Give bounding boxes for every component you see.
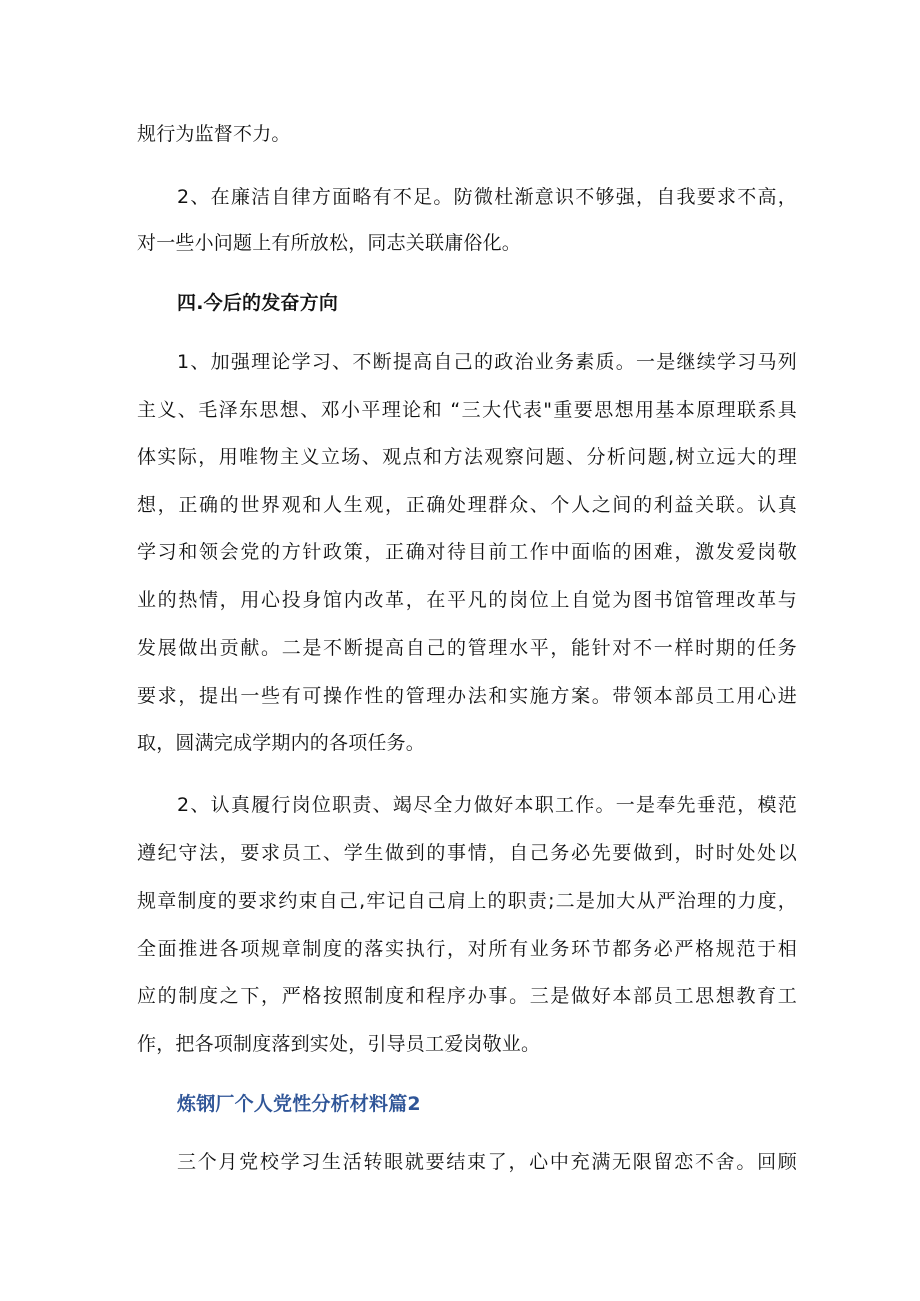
- section-heading: 四.今后的发奋方向: [177, 292, 339, 314]
- paragraph-line: 2、在廉洁自律方面略有不足。防微杜渐意识不够强，自我要求不高，: [177, 186, 797, 208]
- paragraph-line: 体实际，用唯物主义立场、观点和方法观察问题、分析问题,树立远大的理: [137, 446, 797, 468]
- paragraph-line: 三个月党校学习生活转眼就要结束了，心中充满无限留恋不舍。回顾: [177, 1151, 797, 1173]
- paragraph-line: 对一些小问题上有所放松，同志关联庸俗化。: [137, 232, 522, 254]
- paragraph-line: 想，正确的世界观和人生观，正确处理群众、个人之间的利益关联。认真: [137, 494, 797, 516]
- paragraph-line: 作，把各项制度落到实处，引导员工爱岗敬业。: [137, 1033, 541, 1055]
- paragraph-line: 主义、毛泽东思想、邓小平理论和 “三大代表"重要思想用基本原理联系具: [137, 399, 797, 421]
- paragraph-line: 发展做出贡献。二是不断提高自己的管理水平，能针对不一样时期的任务: [137, 637, 797, 659]
- paragraph-line: 遵纪守法，要求员工、学生做到的事情，自己务必先要做到，时时处处以: [137, 842, 797, 864]
- section-title: 炼钢厂个人党性分析材料篇2: [177, 1093, 421, 1115]
- paragraph-line: 规章制度的要求约束自己,牢记自己肩上的职责;二是加大从严治理的力度，: [137, 890, 797, 912]
- paragraph-line: 取，圆满完成学期内的各项任务。: [137, 732, 426, 754]
- paragraph-line: 2、认真履行岗位职责、竭尽全力做好本职工作。一是奉先垂范，模范: [177, 794, 797, 816]
- paragraph-line: 规行为监督不力。: [137, 123, 291, 145]
- paragraph-line: 要求，提出一些有可操作性的管理办法和实施方案。带领本部员工用心进: [137, 685, 797, 707]
- paragraph-line: 全面推进各项规章制度的落实执行，对所有业务环节都务必严格规范于相: [137, 938, 797, 960]
- paragraph-line: 业的热情，用心投身馆内改革，在平凡的岗位上自觉为图书馆管理改革与: [137, 589, 797, 611]
- paragraph-line: 学习和领会党的方针政策，正确对待目前工作中面临的困难，激发爱岗敬: [137, 541, 797, 563]
- paragraph-line: 1、加强理论学习、不断提高自己的政治业务素质。一是继续学习马列: [177, 351, 797, 373]
- paragraph-line: 应的制度之下，严格按照制度和程序办事。三是做好本部员工思想教育工: [137, 985, 797, 1007]
